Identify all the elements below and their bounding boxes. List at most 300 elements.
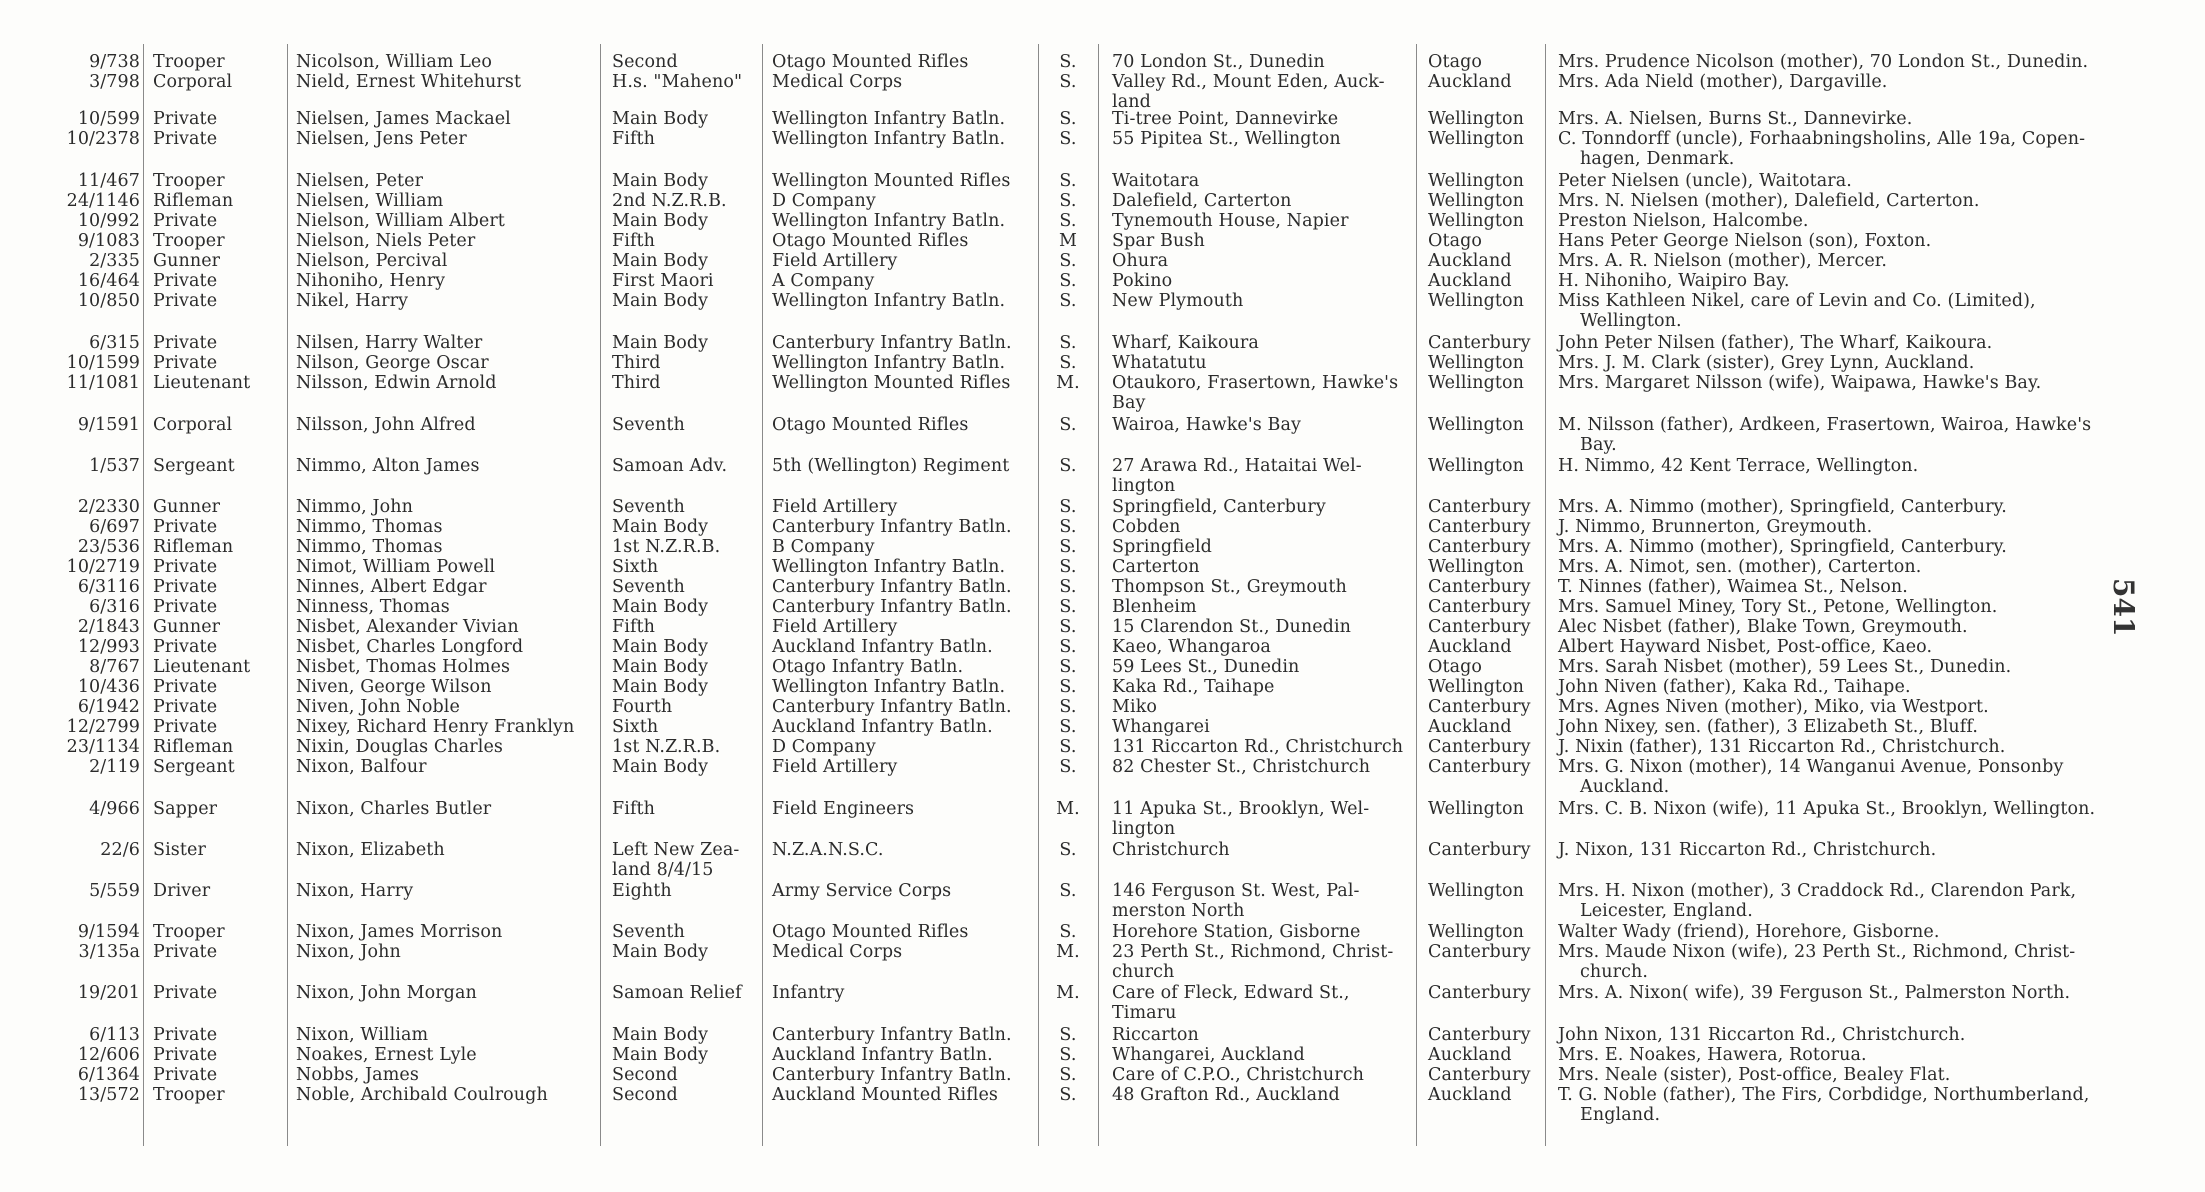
table-row <box>0 415 2205 455</box>
soldier-name-cell: Nihoniho, Henry <box>296 271 446 291</box>
marital-status-cell: S. <box>1059 109 1077 129</box>
soldier-name-cell: Nilson, George Oscar <box>296 353 489 373</box>
marital-status-cell: S. <box>1059 717 1077 737</box>
last-address-cell: Wharf, Kaikoura <box>1112 333 1259 353</box>
marital-status-cell: S. <box>1059 881 1077 901</box>
next-of-kin-cell: T. Ninnes (father), Waimea St., Nelson. <box>1558 577 1908 597</box>
district-cell: Canterbury <box>1428 617 1531 637</box>
next-of-kin-cell: John Niven (father), Kaka Rd., Taihape. <box>1558 677 1911 697</box>
marital-status-cell: S. <box>1059 456 1077 476</box>
district-cell: Canterbury <box>1428 1065 1531 1085</box>
next-of-kin-cell: Mrs. Maude Nixon (wife), 23 Perth St., Richmond, Christ- <box>1558 942 2076 962</box>
next-of-kin-continuation: England. <box>1580 1105 1661 1125</box>
last-address-cell: Valley Rd., Mount Eden, Auck- <box>1112 72 1385 92</box>
next-of-kin-continuation: Auckland. <box>1580 777 1670 797</box>
rank-cell: Private <box>153 577 218 597</box>
table-row <box>0 517 2205 537</box>
rank-cell: Private <box>153 353 218 373</box>
last-address-cell: 59 Lees St., Dunedin <box>1112 657 1300 677</box>
rank-cell: Rifleman <box>153 737 234 757</box>
marital-status-cell: S. <box>1059 537 1077 557</box>
next-of-kin-cell: John Peter Nilsen (father), The Wharf, Kaikoura. <box>1558 333 1993 353</box>
last-address-cell: 146 Ferguson St. West, Pal- <box>1112 881 1360 901</box>
table-row <box>0 597 2205 617</box>
next-of-kin-cell: Mrs. Samuel Miney, Tory St., Petone, Wellington. <box>1558 597 1998 617</box>
next-of-kin-cell: Mrs. A. R. Nielson (mother), Mercer. <box>1558 251 1888 271</box>
last-address-cell: Kaka Rd., Taihape <box>1112 677 1275 697</box>
soldier-name-cell: Nixey, Richard Henry Franklyn <box>296 717 575 737</box>
next-of-kin-cell: Alec Nisbet (father), Blake Town, Greymouth. <box>1558 617 1968 637</box>
last-address-cell: 11 Apuka St., Brooklyn, Wel- <box>1112 799 1370 819</box>
rank-cell: Private <box>153 1025 218 1045</box>
unit-cell: Auckland Infantry Batln. <box>772 717 993 737</box>
unit-cell: 5th (Wellington) Regiment <box>772 456 1010 476</box>
last-address-cell: Care of Fleck, Edward St., <box>1112 983 1350 1003</box>
table-row <box>0 72 2205 112</box>
marital-status-cell: S. <box>1059 291 1077 311</box>
next-of-kin-cell: Mrs. E. Noakes, Hawera, Rotorua. <box>1558 1045 1867 1065</box>
next-of-kin-continuation: hagen, Denmark. <box>1580 149 1735 169</box>
draft-cell: Fifth <box>612 231 656 251</box>
marital-status-cell: S. <box>1059 1065 1077 1085</box>
service-number-cell: 10/2719 <box>66 557 140 577</box>
last-address-cell: Horehore Station, Gisborne <box>1112 922 1361 942</box>
draft-cell: Main Body <box>612 291 709 311</box>
draft-cell: Main Body <box>612 109 709 129</box>
table-row <box>0 1045 2205 1065</box>
service-number-cell: 19/201 <box>77 983 140 1003</box>
next-of-kin-cell: Mrs. Sarah Nisbet (mother), 59 Lees St., Dunedin. <box>1558 657 2012 677</box>
district-cell: Wellington <box>1428 415 1525 435</box>
next-of-kin-cell: J. Nixon, 131 Riccarton Rd., Christchurch. <box>1558 840 1937 860</box>
service-number-cell: 24/1146 <box>66 191 140 211</box>
unit-cell: B Company <box>772 537 875 557</box>
marital-status-cell: S. <box>1059 129 1077 149</box>
unit-cell: Wellington Infantry Batln. <box>772 109 1006 129</box>
next-of-kin-cell: Mrs. N. Nielsen (mother), Dalefield, Carterton. <box>1558 191 1980 211</box>
draft-cell: 2nd N.Z.R.B. <box>612 191 727 211</box>
service-number-cell: 6/316 <box>89 597 140 617</box>
district-cell: Canterbury <box>1428 577 1531 597</box>
district-cell: Canterbury <box>1428 1025 1531 1045</box>
table-row <box>0 52 2205 72</box>
last-address-cell: Springfield, Canterbury <box>1112 497 1326 517</box>
draft-cell: Seventh <box>612 497 685 517</box>
marital-status-cell: S. <box>1059 497 1077 517</box>
next-of-kin-cell: Mrs. G. Nixon (mother), 14 Wanganui Avenue, Ponsonby <box>1558 757 2064 777</box>
soldier-name-cell: Nixon, Harry <box>296 881 414 901</box>
rank-cell: Private <box>153 697 218 717</box>
next-of-kin-cell: M. Nilsson (father), Ardkeen, Frasertown, Wairoa, Hawke's <box>1558 415 2092 435</box>
draft-cell: Third <box>612 353 661 373</box>
unit-cell: Auckland Mounted Rifles <box>772 1085 999 1105</box>
next-of-kin-continuation: Wellington. <box>1580 311 1682 331</box>
next-of-kin-cell: John Nixon, 131 Riccarton Rd., Christchurch. <box>1558 1025 1966 1045</box>
last-address-continuation: church <box>1112 962 1175 982</box>
district-cell: Canterbury <box>1428 942 1531 962</box>
next-of-kin-cell: Mrs. H. Nixon (mother), 3 Craddock Rd., Clarendon Park, <box>1558 881 2077 901</box>
soldier-name-cell: Nixon, Charles Butler <box>296 799 492 819</box>
draft-cell: Samoan Adv. <box>612 456 728 476</box>
draft-cell: Main Body <box>612 1025 709 1045</box>
table-row <box>0 456 2205 496</box>
district-cell: Auckland <box>1428 717 1512 737</box>
next-of-kin-cell: C. Tonndorff (uncle), Forhaabningsholins, Alle 19a, Copen- <box>1558 129 2086 149</box>
next-of-kin-cell: Mrs. A. Nielsen, Burns St., Dannevirke. <box>1558 109 1913 129</box>
next-of-kin-continuation: Leicester, England. <box>1580 901 1753 921</box>
last-address-continuation: land <box>1112 92 1151 112</box>
table-row <box>0 537 2205 557</box>
draft-cell: Second <box>612 1085 678 1105</box>
marital-status-cell: S. <box>1059 353 1077 373</box>
rank-cell: Private <box>153 333 218 353</box>
next-of-kin-continuation: church. <box>1580 962 1649 982</box>
last-address-cell: New Plymouth <box>1112 291 1244 311</box>
soldier-name-cell: Ninnes, Albert Edgar <box>296 577 487 597</box>
unit-cell: Wellington Mounted Rifles <box>772 373 1011 393</box>
rank-cell: Gunner <box>153 617 221 637</box>
soldier-name-cell: Nixin, Douglas Charles <box>296 737 503 757</box>
district-cell: Wellington <box>1428 799 1525 819</box>
draft-cell: Main Body <box>612 597 709 617</box>
soldier-name-cell: Ninness, Thomas <box>296 597 450 617</box>
soldier-name-cell: Nixon, James Morrison <box>296 922 503 942</box>
service-number-cell: 10/436 <box>77 677 140 697</box>
service-number-cell: 12/993 <box>77 637 140 657</box>
soldier-name-cell: Nielson, Niels Peter <box>296 231 476 251</box>
last-address-continuation: lington <box>1112 819 1176 839</box>
draft-cell: First Maori <box>612 271 714 291</box>
unit-cell: Otago Infantry Batln. <box>772 657 964 677</box>
last-address-cell: 27 Arawa Rd., Hataitai Wel- <box>1112 456 1362 476</box>
rank-cell: Sapper <box>153 799 218 819</box>
service-number-cell: 11/1081 <box>66 373 140 393</box>
unit-cell: Infantry <box>772 983 845 1003</box>
table-row <box>0 1025 2205 1045</box>
district-cell: Canterbury <box>1428 737 1531 757</box>
service-number-cell: 11/467 <box>77 171 140 191</box>
district-cell: Canterbury <box>1428 497 1531 517</box>
next-of-kin-cell: Mrs. Prudence Nicolson (mother), 70 London St., Dunedin. <box>1558 52 2089 72</box>
rank-cell: Corporal <box>153 415 233 435</box>
unit-cell: Field Engineers <box>772 799 915 819</box>
marital-status-cell: S. <box>1059 922 1077 942</box>
soldier-name-cell: Nixon, William <box>296 1025 429 1045</box>
next-of-kin-cell: John Nixey, sen. (father), 3 Elizabeth St., Bluff. <box>1558 717 1979 737</box>
service-number-cell: 23/536 <box>77 537 140 557</box>
table-row <box>0 373 2205 413</box>
service-number-cell: 8/767 <box>89 657 140 677</box>
unit-cell: Medical Corps <box>772 72 903 92</box>
rank-cell: Private <box>153 557 218 577</box>
rank-cell: Trooper <box>153 922 225 942</box>
draft-cell: Main Body <box>612 1045 709 1065</box>
last-address-cell: 70 London St., Dunedin <box>1112 52 1325 72</box>
last-address-cell: Spar Bush <box>1112 231 1205 251</box>
table-row <box>0 717 2205 737</box>
marital-status-cell: S. <box>1059 251 1077 271</box>
unit-cell: Otago Mounted Rifles <box>772 52 969 72</box>
service-number-cell: 2/2330 <box>77 497 140 517</box>
table-row <box>0 1065 2205 1085</box>
last-address-cell: 48 Grafton Rd., Auckland <box>1112 1085 1340 1105</box>
rank-cell: Trooper <box>153 171 225 191</box>
table-row <box>0 251 2205 271</box>
marital-status-cell: S. <box>1059 557 1077 577</box>
service-number-cell: 13/572 <box>77 1085 140 1105</box>
rank-cell: Lieutenant <box>153 373 251 393</box>
last-address-cell: Riccarton <box>1112 1025 1199 1045</box>
rank-cell: Private <box>153 129 218 149</box>
marital-status-cell: S. <box>1059 211 1077 231</box>
marital-status-cell: S. <box>1059 697 1077 717</box>
last-address-cell: Whangarei, Auckland <box>1112 1045 1305 1065</box>
soldier-name-cell: Nimmo, Thomas <box>296 537 443 557</box>
draft-cell: Eighth <box>612 881 672 901</box>
soldier-name-cell: Niven, George Wilson <box>296 677 492 697</box>
marital-status-cell: S. <box>1059 171 1077 191</box>
service-number-cell: 6/1364 <box>77 1065 140 1085</box>
last-address-cell: Tynemouth House, Napier <box>1112 211 1349 231</box>
rank-cell: Private <box>153 517 218 537</box>
rank-cell: Gunner <box>153 497 221 517</box>
service-number-cell: 10/599 <box>77 109 140 129</box>
unit-cell: Auckland Infantry Batln. <box>772 1045 993 1065</box>
rank-cell: Private <box>153 109 218 129</box>
unit-cell: Medical Corps <box>772 942 903 962</box>
rank-cell: Private <box>153 1045 218 1065</box>
next-of-kin-cell: Miss Kathleen Nikel, care of Levin and Co. (Limited), <box>1558 291 2036 311</box>
rank-cell: Rifleman <box>153 191 234 211</box>
last-address-cell: Whangarei <box>1112 717 1210 737</box>
district-cell: Otago <box>1428 657 1483 677</box>
table-row <box>0 497 2205 517</box>
service-number-cell: 2/335 <box>89 251 140 271</box>
table-row <box>0 983 2205 1023</box>
last-address-cell: Carterton <box>1112 557 1200 577</box>
draft-cell: Second <box>612 1065 678 1085</box>
table-row <box>0 129 2205 169</box>
draft-cell: Seventh <box>612 577 685 597</box>
soldier-name-cell: Nielsen, Jens Peter <box>296 129 467 149</box>
next-of-kin-cell: Mrs. C. B. Nixon (wife), 11 Apuka St., Brooklyn, Wellington. <box>1558 799 2096 819</box>
draft-cell: Fifth <box>612 617 656 637</box>
marital-status-cell: M. <box>1056 373 1080 393</box>
soldier-name-cell: Nilsen, Harry Walter <box>296 333 483 353</box>
table-row <box>0 191 2205 211</box>
soldier-name-cell: Nobbs, James <box>296 1065 419 1085</box>
unit-cell: Otago Mounted Rifles <box>772 415 969 435</box>
last-address-cell: Thompson St., Greymouth <box>1112 577 1347 597</box>
district-cell: Wellington <box>1428 291 1525 311</box>
unit-cell: Canterbury Infantry Batln. <box>772 577 1012 597</box>
soldier-name-cell: Nisbet, Charles Longford <box>296 637 524 657</box>
soldier-name-cell: Nixon, John Morgan <box>296 983 477 1003</box>
soldier-name-cell: Nimot, William Powell <box>296 557 496 577</box>
last-address-cell: Dalefield, Carterton <box>1112 191 1292 211</box>
draft-cell: Sixth <box>612 557 659 577</box>
draft-cell: Main Body <box>612 251 709 271</box>
last-address-continuation: Bay <box>1112 393 1146 413</box>
district-cell: Wellington <box>1428 881 1525 901</box>
table-row <box>0 677 2205 697</box>
marital-status-cell: S. <box>1059 577 1077 597</box>
draft-cell: Fifth <box>612 799 656 819</box>
rank-cell: Private <box>153 1065 218 1085</box>
table-row <box>0 881 2205 921</box>
next-of-kin-cell: Mrs. Neale (sister), Post-office, Bealey Flat. <box>1558 1065 1951 1085</box>
draft-cell: Main Body <box>612 657 709 677</box>
draft-cell: Main Body <box>612 637 709 657</box>
district-cell: Wellington <box>1428 557 1525 577</box>
marital-status-cell: M <box>1058 231 1078 251</box>
next-of-kin-continuation: Bay. <box>1580 435 1617 455</box>
unit-cell: Wellington Infantry Batln. <box>772 211 1006 231</box>
unit-cell: Army Service Corps <box>772 881 952 901</box>
soldier-name-cell: Nilsson, John Alfred <box>296 415 476 435</box>
rank-cell: Private <box>153 983 218 1003</box>
rank-cell: Private <box>153 717 218 737</box>
draft-cell: Main Body <box>612 211 709 231</box>
last-address-cell: Wairoa, Hawke's Bay <box>1112 415 1302 435</box>
district-cell: Otago <box>1428 231 1483 251</box>
rank-cell: Corporal <box>153 72 233 92</box>
draft-cell: Fourth <box>612 697 673 717</box>
service-number-cell: 22/6 <box>100 840 140 860</box>
marital-status-cell: S. <box>1059 333 1077 353</box>
unit-cell: Field Artillery <box>772 757 898 777</box>
next-of-kin-cell: Mrs. A. Nimmo (mother), Springfield, Canterbury. <box>1558 537 2007 557</box>
draft-cell: Seventh <box>612 922 685 942</box>
rank-cell: Trooper <box>153 231 225 251</box>
marital-status-cell: M. <box>1056 942 1080 962</box>
next-of-kin-cell: Mrs. A. Nimmo (mother), Springfield, Canterbury. <box>1558 497 2007 517</box>
next-of-kin-cell: Walter Wady (friend), Horehore, Gisborne. <box>1558 922 1940 942</box>
soldier-name-cell: Nimmo, Thomas <box>296 517 443 537</box>
service-number-cell: 6/3116 <box>77 577 140 597</box>
draft-cell: Main Body <box>612 942 709 962</box>
table-row <box>0 171 2205 191</box>
draft-cell: Seventh <box>612 415 685 435</box>
district-cell: Canterbury <box>1428 537 1531 557</box>
district-cell: Wellington <box>1428 353 1525 373</box>
soldier-name-cell: Nielsen, William <box>296 191 444 211</box>
draft-cell: 1st N.Z.R.B. <box>612 737 721 757</box>
marital-status-cell: S. <box>1059 757 1077 777</box>
district-cell: Otago <box>1428 52 1483 72</box>
district-cell: Auckland <box>1428 271 1512 291</box>
service-number-cell: 10/992 <box>77 211 140 231</box>
district-cell: Wellington <box>1428 191 1525 211</box>
page-number: 541 <box>2107 578 2140 637</box>
table-row <box>0 577 2205 597</box>
soldier-name-cell: Nixon, Balfour <box>296 757 427 777</box>
next-of-kin-cell: Mrs. Margaret Nilsson (wife), Waipawa, Hawke's Bay. <box>1558 373 2042 393</box>
marital-status-cell: S. <box>1059 517 1077 537</box>
unit-cell: Canterbury Infantry Batln. <box>772 597 1012 617</box>
district-cell: Canterbury <box>1428 983 1531 1003</box>
draft-cell: Main Body <box>612 677 709 697</box>
last-address-cell: 82 Chester St., Christchurch <box>1112 757 1371 777</box>
marital-status-cell: S. <box>1059 72 1077 92</box>
unit-cell: Field Artillery <box>772 251 898 271</box>
next-of-kin-cell: Mrs. A. Nimot, sen. (mother), Carterton. <box>1558 557 1922 577</box>
table-row <box>0 697 2205 717</box>
service-number-cell: 5/559 <box>89 881 140 901</box>
district-cell: Wellington <box>1428 677 1525 697</box>
last-address-continuation: lington <box>1112 476 1176 496</box>
unit-cell: A Company <box>772 271 875 291</box>
service-number-cell: 10/2378 <box>66 129 140 149</box>
marital-status-cell: S. <box>1059 617 1077 637</box>
soldier-name-cell: Nixon, John <box>296 942 401 962</box>
service-number-cell: 6/697 <box>89 517 140 537</box>
last-address-cell: Whatatutu <box>1112 353 1207 373</box>
service-number-cell: 9/1594 <box>77 922 140 942</box>
last-address-cell: Waitotara <box>1112 171 1200 191</box>
service-number-cell: 2/1843 <box>77 617 140 637</box>
unit-cell: Wellington Infantry Batln. <box>772 557 1006 577</box>
next-of-kin-cell: J. Nixin (father), 131 Riccarton Rd., Christchurch. <box>1558 737 2006 757</box>
table-row <box>0 737 2205 757</box>
table-row <box>0 557 2205 577</box>
unit-cell: Field Artillery <box>772 617 898 637</box>
soldier-name-cell: Nilsson, Edwin Arnold <box>296 373 497 393</box>
marital-status-cell: S. <box>1059 657 1077 677</box>
rank-cell: Private <box>153 211 218 231</box>
marital-status-cell: S. <box>1059 1085 1077 1105</box>
rank-cell: Trooper <box>153 1085 225 1105</box>
draft-cell: 1st N.Z.R.B. <box>612 537 721 557</box>
next-of-kin-cell: Mrs. Agnes Niven (mother), Miko, via Westport. <box>1558 697 1989 717</box>
draft-cell: Fifth <box>612 129 656 149</box>
rank-cell: Rifleman <box>153 537 234 557</box>
draft-cell: Main Body <box>612 757 709 777</box>
table-row <box>0 271 2205 291</box>
last-address-cell: Ti-tree Point, Dannevirke <box>1112 109 1339 129</box>
marital-status-cell: M. <box>1056 983 1080 1003</box>
district-cell: Auckland <box>1428 1045 1512 1065</box>
service-number-cell: 6/315 <box>89 333 140 353</box>
district-cell: Canterbury <box>1428 840 1531 860</box>
district-cell: Wellington <box>1428 211 1525 231</box>
draft-cell: Second <box>612 52 678 72</box>
soldier-name-cell: Noble, Archibald Coulrough <box>296 1085 548 1105</box>
next-of-kin-cell: T. G. Noble (father), The Firs, Corbdidge, Northumberland, <box>1558 1085 2090 1105</box>
rank-cell: Driver <box>153 881 211 901</box>
unit-cell: Otago Mounted Rifles <box>772 922 969 942</box>
unit-cell: Auckland Infantry Batln. <box>772 637 993 657</box>
district-cell: Auckland <box>1428 72 1512 92</box>
rank-cell: Private <box>153 291 218 311</box>
soldier-name-cell: Nixon, Elizabeth <box>296 840 445 860</box>
last-address-cell: Pokino <box>1112 271 1173 291</box>
unit-cell: Canterbury Infantry Batln. <box>772 697 1012 717</box>
marital-status-cell: S. <box>1059 737 1077 757</box>
unit-cell: Canterbury Infantry Batln. <box>772 333 1012 353</box>
service-number-cell: 12/2799 <box>66 717 140 737</box>
marital-status-cell: S. <box>1059 191 1077 211</box>
rank-cell: Private <box>153 637 218 657</box>
last-address-cell: Springfield <box>1112 537 1212 557</box>
soldier-name-cell: Nielsen, James Mackael <box>296 109 511 129</box>
soldier-name-cell: Niven, John Noble <box>296 697 460 717</box>
table-row <box>0 840 2205 880</box>
district-cell: Wellington <box>1428 171 1525 191</box>
rank-cell: Sister <box>153 840 206 860</box>
unit-cell: Field Artillery <box>772 497 898 517</box>
service-number-cell: 4/966 <box>89 799 140 819</box>
